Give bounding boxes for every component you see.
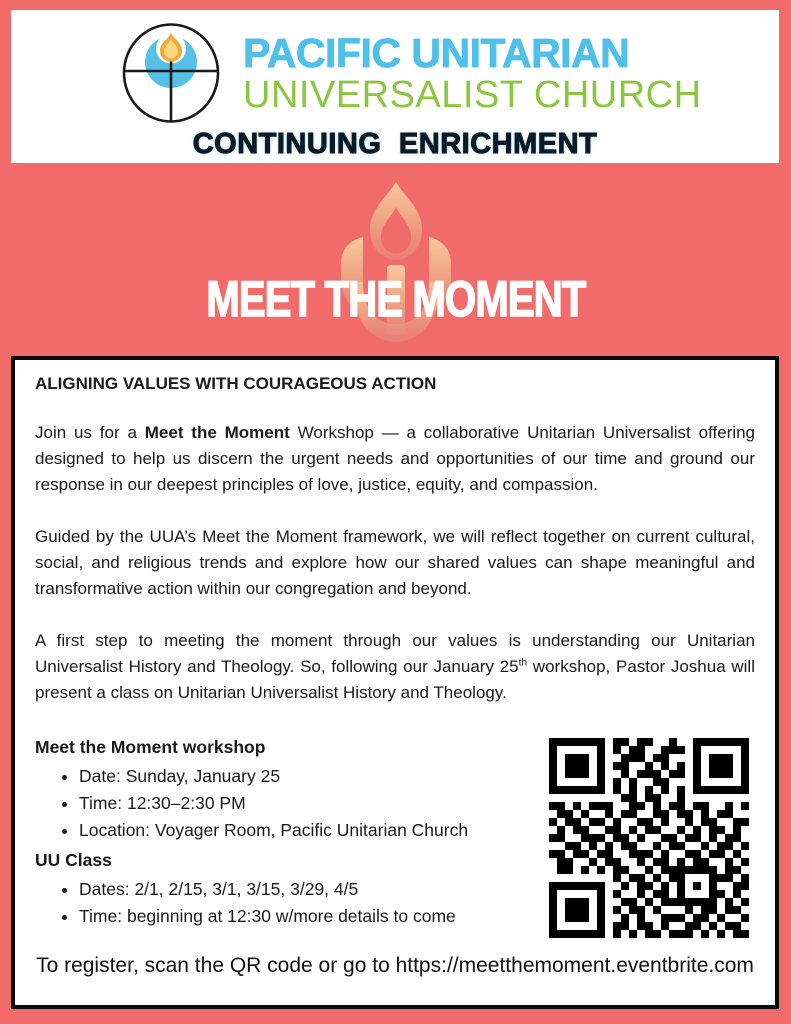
list-item: • Dates: 2/1, 2/15, 3/1, 3/15, 3/29, 4/5 bbox=[79, 876, 755, 903]
paragraph-first-step bbox=[35, 628, 755, 706]
hero-title: MEET THE MOMENT bbox=[205, 271, 586, 327]
logo-row bbox=[109, 22, 702, 124]
series-title: CONTINUING ENRICHMENT bbox=[192, 128, 598, 160]
qr-code bbox=[549, 738, 749, 938]
flyer-heading: ALIGNING VALUES WITH COURAGEOUS ACTION bbox=[35, 374, 437, 393]
org-name-line2: UNIVERSALIST CHURCH bbox=[243, 73, 702, 116]
org-name bbox=[243, 29, 702, 116]
paragraph-intro-post: Workshop — a collaborative Unitarian Universalist offering designed to help us discern the urgent needs and opportunities of our time and ground our response in our deepest principles of love, justice, equity, and compassion. bbox=[35, 423, 756, 494]
org-name-line1: PACIFIC UNITARIAN bbox=[243, 29, 630, 76]
register-instruction: To register, scan the QR code or go to https://meetthemoment.eventbrite.com bbox=[36, 954, 754, 977]
paragraph-first-step-post: workshop, Pastor Joshua will present a class on Unitarian Universalist History and Theology. bbox=[35, 657, 755, 702]
ordinal-superscript: th bbox=[518, 657, 528, 669]
list-item: • Date: Sunday, January 25 bbox=[79, 763, 755, 790]
workshop-list-title: Meet the Moment workshop bbox=[35, 737, 266, 757]
paragraph-intro-pre: Join us for a bbox=[35, 423, 145, 442]
uu-class-list-title: UU Class bbox=[35, 850, 112, 870]
event-details bbox=[35, 734, 755, 930]
list-item: • Location: Voyager Room, Pacific Unitarian Church bbox=[79, 817, 755, 844]
paragraph-framework: Guided by the UUA’s Meet the Moment framework, we will reflect together on current cultural, social, and religious trends and explore how our shared values can shape meaningful and transformative action within our congregation and beyond. bbox=[35, 527, 755, 598]
list-item: • Time: 12:30–2:30 PM bbox=[79, 790, 755, 817]
content-box bbox=[11, 356, 779, 1009]
list-item: • Time: beginning at 12:30 w/more details to come bbox=[79, 903, 755, 930]
paragraph-intro bbox=[35, 420, 755, 498]
hero-title-wrap bbox=[0, 270, 791, 328]
header-band bbox=[11, 10, 779, 163]
paragraph-intro-bold: Meet the Moment bbox=[144, 423, 290, 442]
paragraph-first-step-pre: A first step to meeting the moment through our values is understanding our Unitarian Universalist History and Theology. So, following our January 25 bbox=[35, 631, 755, 676]
uu-chalice-logo-icon bbox=[109, 22, 233, 124]
